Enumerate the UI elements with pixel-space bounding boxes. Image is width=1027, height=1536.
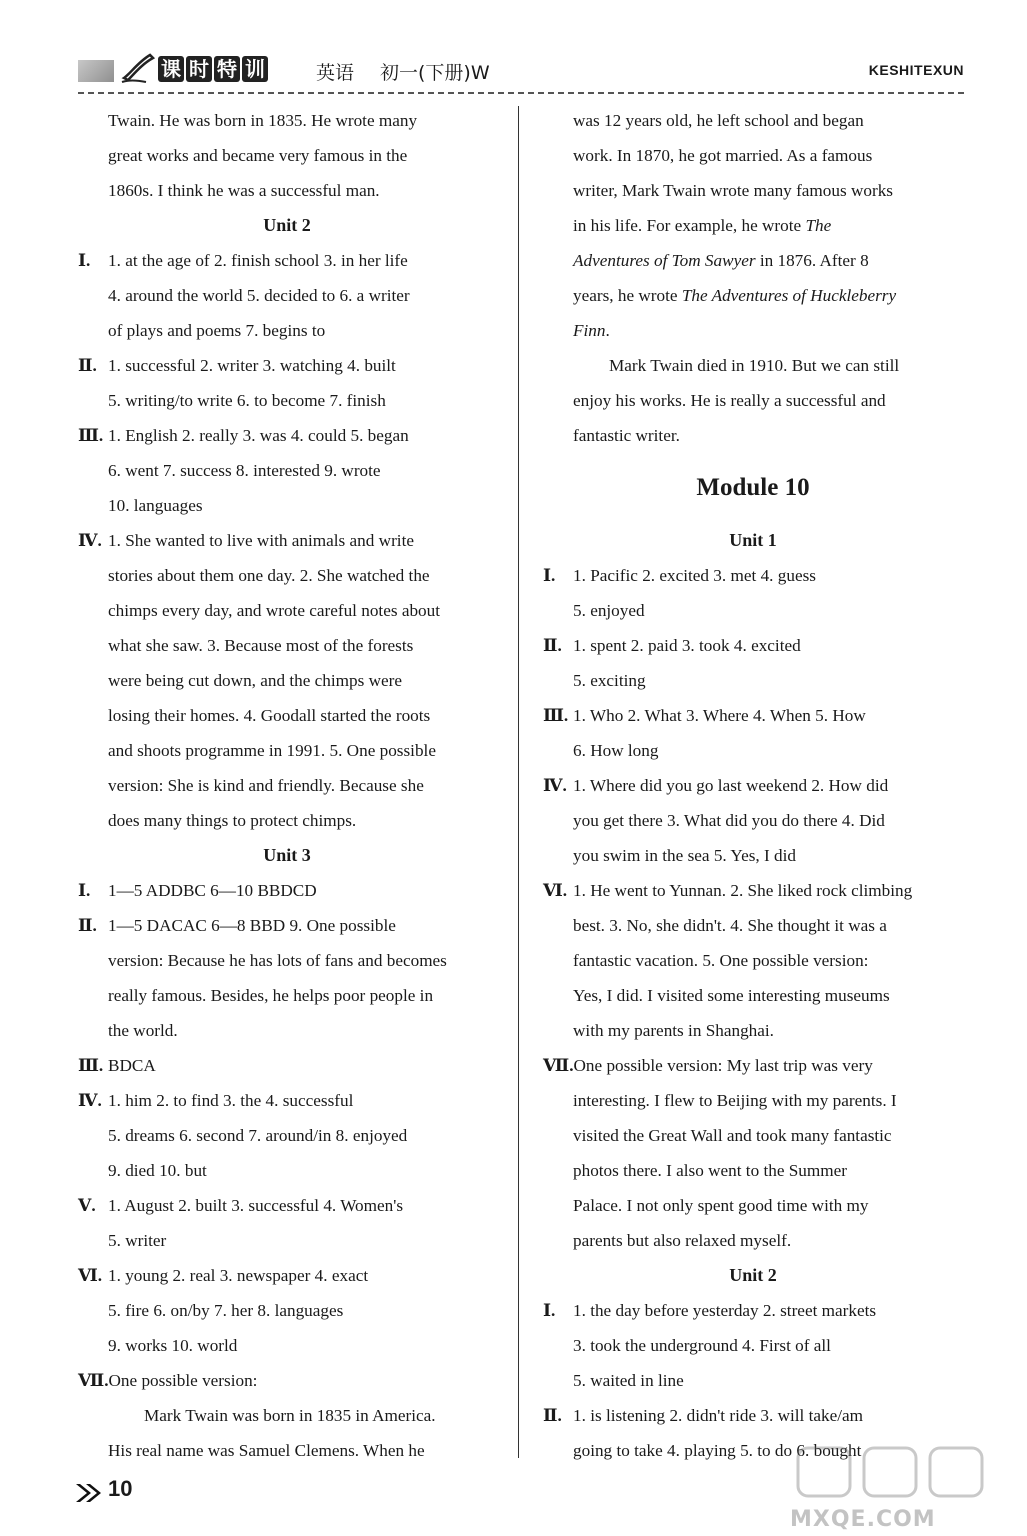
answer-line: 1. successful 2. writer 3. watching 4. built — [108, 356, 396, 375]
exercise-block — [543, 768, 963, 873]
answer-line: 5. writer — [108, 1231, 167, 1250]
answer-line: 1. is listening 2. didn't ride 3. will take/am — [573, 1406, 863, 1425]
exercise-block — [78, 1048, 496, 1083]
answer-line: what she saw. 3. Because most of the forests — [108, 636, 414, 655]
answer-line: 9. died 10. but — [108, 1161, 207, 1180]
essay-line: fantastic writer. — [573, 426, 680, 445]
answer-line: 5. fire 6. on/by 7. her 8. languages — [108, 1301, 344, 1320]
header-grade: 初一(下册)W — [380, 62, 490, 84]
exercise-block — [78, 1258, 496, 1363]
essay-line: was 12 years old, he left school and began — [573, 111, 864, 130]
answer-line: the world. — [108, 1021, 178, 1040]
brand-char: 训 — [242, 56, 268, 82]
answer-line: 1. Pacific 2. excited 3. met 4. guess — [573, 566, 816, 585]
roman-numeral: Ⅵ. — [78, 1266, 103, 1285]
answer-line: 1—5 ADDBC 6—10 BBDCD — [108, 881, 317, 900]
answer-line: best. 3. No, she didn't. 4. She thought it was a — [573, 916, 887, 935]
answer-line: and shoots programme in 1991. 5. One possible — [108, 741, 436, 760]
answer-line: BDCA — [108, 1056, 156, 1075]
text-line — [78, 103, 496, 138]
exercise-block — [78, 1083, 496, 1188]
answer-line: 1. She wanted to live with animals and write — [108, 531, 414, 550]
answer-line: 1—5 DACAC 6—8 BBD 9. One possible — [108, 916, 396, 935]
answer-line: does many things to protect chimps. — [108, 811, 357, 830]
module-heading: Module 10 — [696, 474, 810, 501]
watermark-stamp-icon — [790, 1442, 995, 1502]
roman-numeral: Ⅲ. — [78, 1056, 104, 1075]
exercise-block — [78, 1363, 496, 1468]
answer-line: interesting. I flew to Beijing with my parents. I — [573, 1091, 897, 1110]
roman-numeral: Ⅲ. — [78, 426, 104, 445]
answer-line: really famous. Besides, he helps poor people in — [108, 986, 434, 1005]
roman-numeral: Ⅱ. — [543, 636, 562, 655]
unit-heading: Unit 3 — [263, 845, 311, 865]
roman-numeral: Ⅰ. — [78, 881, 91, 900]
pen-logo-icon — [120, 52, 156, 84]
roman-numeral: Ⅰ. — [543, 1301, 556, 1320]
answer-line: 1. at the age of 2. finish school 3. in her life — [108, 251, 408, 270]
roman-numeral: Ⅱ. — [543, 1406, 562, 1425]
answer-line: losing their homes. 4. Goodall started the roots — [108, 706, 431, 725]
answer-line: visited the Great Wall and took many fantastic — [573, 1126, 892, 1145]
header-gray-block — [78, 60, 114, 82]
roman-numeral: Ⅶ. — [78, 1371, 109, 1390]
answer-line: One possible version: My last trip was very — [573, 1056, 873, 1075]
answer-line: of plays and poems 7. begins to — [108, 321, 326, 340]
roman-numeral: Ⅳ. — [78, 531, 102, 550]
double-chevron-icon — [74, 1482, 104, 1504]
roman-numeral: Ⅱ. — [78, 916, 97, 935]
answer-line: photos there. I also went to the Summer — [573, 1161, 847, 1180]
essay-line: Mark Twain died in 1910. But we can still — [609, 356, 900, 375]
essay-line: years, he wrote The Adventures of Huckleberry — [573, 286, 897, 305]
answer-line: Palace. I not only spent good time with my — [573, 1196, 869, 1215]
answer-line: 5. enjoyed — [573, 601, 645, 620]
page-header — [78, 50, 964, 90]
answer-line: 1. spent 2. paid 3. took 4. excited — [573, 636, 801, 655]
answer-line: 1. He went to Yunnan. 2. She liked rock climbing — [573, 881, 913, 900]
page-number: 10 — [108, 1476, 133, 1501]
roman-numeral: Ⅲ. — [543, 706, 569, 725]
roman-numeral: Ⅳ. — [543, 776, 567, 795]
roman-numeral: Ⅴ. — [78, 1196, 96, 1215]
roman-numeral: Ⅳ. — [78, 1091, 102, 1110]
answer-line: 5. waited in line — [573, 1371, 684, 1390]
answer-line: version: Because he has lots of fans and becomes — [108, 951, 447, 970]
exercise-block — [543, 1293, 963, 1398]
answer-line: you get there 3. What did you do there 4. Did — [573, 811, 885, 830]
watermark-logo — [790, 1442, 995, 1532]
answer-line: 9. works 10. world — [108, 1336, 238, 1355]
header-subject: 英语 — [316, 62, 355, 84]
right-column — [543, 103, 963, 1468]
exercise-block — [78, 418, 496, 523]
exercise-block — [543, 1048, 963, 1258]
header-divider — [78, 92, 964, 94]
roman-numeral: Ⅰ. — [543, 566, 556, 585]
roman-numeral: Ⅶ. — [543, 1056, 574, 1075]
essay-line: Mark Twain was born in 1835 in America. — [144, 1406, 436, 1425]
essay-line: Finn. — [573, 321, 610, 340]
answer-line: chimps every day, and wrote careful notes about — [108, 601, 441, 620]
essay-line: enjoy his works. He is really a successful and — [573, 391, 886, 410]
exercise-block — [78, 243, 496, 348]
answer-line: 1. English 2. really 3. was 4. could 5. began — [108, 426, 409, 445]
text-line: great works and became very famous in the — [108, 146, 408, 165]
essay-line: Adventures of Tom Sawyer in 1876. After 8 — [573, 251, 869, 270]
exercise-block — [543, 558, 963, 628]
answer-line: version: She is kind and friendly. Because she — [108, 776, 424, 795]
unit-heading: Unit 1 — [729, 530, 777, 550]
text-line: 1860s. I think he was a successful man. — [108, 181, 380, 200]
answer-line: fantastic vacation. 5. One possible version: — [573, 951, 869, 970]
answer-line: 5. writing/to write 6. to become 7. finish — [108, 391, 386, 410]
answer-line: 1. young 2. real 3. newspaper 4. exact — [108, 1266, 369, 1285]
answer-line: 1. Who 2. What 3. Where 4. When 5. How — [573, 706, 866, 725]
roman-numeral: Ⅰ. — [78, 251, 91, 270]
essay-line: in his life. For example, he wrote The — [573, 216, 832, 235]
brand-char: 时 — [186, 56, 212, 82]
header-latin: KESHITEXUN — [868, 62, 964, 78]
answer-line: 3. took the underground 4. First of all — [573, 1336, 831, 1355]
exercise-block — [78, 1188, 496, 1258]
answer-line: parents but also relaxed myself. — [573, 1231, 792, 1250]
essay-line: work. In 1870, he got married. As a famous — [573, 146, 873, 165]
answer-line: going to take 4. playing 5. to do 6. bought — [573, 1441, 862, 1460]
exercise-block — [78, 873, 496, 908]
answer-line: 1. August 2. built 3. successful 4. Women's — [108, 1196, 404, 1215]
answer-line: 1. him 2. to find 3. the 4. successful — [108, 1091, 354, 1110]
exercise-block — [78, 908, 496, 1048]
exercise-block — [543, 628, 963, 698]
answer-line: 10. languages — [108, 496, 203, 515]
brand-char: 课 — [158, 56, 184, 82]
exercise-block — [78, 523, 496, 838]
brand-title — [158, 56, 268, 82]
roman-numeral: Ⅱ. — [78, 356, 97, 375]
brand-char: 特 — [214, 56, 240, 82]
answer-line: with my parents in Shanghai. — [573, 1021, 774, 1040]
answer-line: 6. went 7. success 8. interested 9. wrote — [108, 461, 381, 480]
answer-line: stories about them one day. 2. She watched the — [108, 566, 430, 585]
roman-numeral: Ⅵ. — [543, 881, 568, 900]
exercise-block — [543, 873, 963, 1048]
exercise-block — [543, 698, 963, 768]
answer-line: 5. dreams 6. second 7. around/in 8. enjoyed — [108, 1126, 408, 1145]
answer-line: 1. Where did you go last weekend 2. How did — [573, 776, 889, 795]
answer-line: were being cut down, and the chimps were — [108, 671, 403, 690]
answer-line: Yes, I did. I visited some interesting museums — [573, 986, 890, 1005]
line-text: Twain. He was born in 1835. He wrote many — [108, 111, 418, 130]
unit-heading: Unit 2 — [263, 215, 311, 235]
essay-line: writer, Mark Twain wrote many famous works — [573, 181, 893, 200]
answer-line: you swim in the sea 5. Yes, I did — [573, 846, 796, 865]
answer-line: 4. around the world 5. decided to 6. a writer — [108, 286, 410, 305]
essay-line: His real name was Samuel Clemens. When he — [108, 1441, 425, 1460]
exercise-block — [78, 348, 496, 418]
column-divider — [518, 106, 519, 1458]
answer-line: 5. exciting — [573, 671, 646, 690]
answer-line: One possible version: — [108, 1371, 258, 1390]
left-column — [78, 103, 496, 1468]
answer-line: 1. the day before yesterday 2. street markets — [573, 1301, 877, 1320]
answer-line: 6. How long — [573, 741, 659, 760]
unit-heading: Unit 2 — [729, 1265, 777, 1285]
watermark-text: MXQE.COM — [790, 1507, 936, 1532]
